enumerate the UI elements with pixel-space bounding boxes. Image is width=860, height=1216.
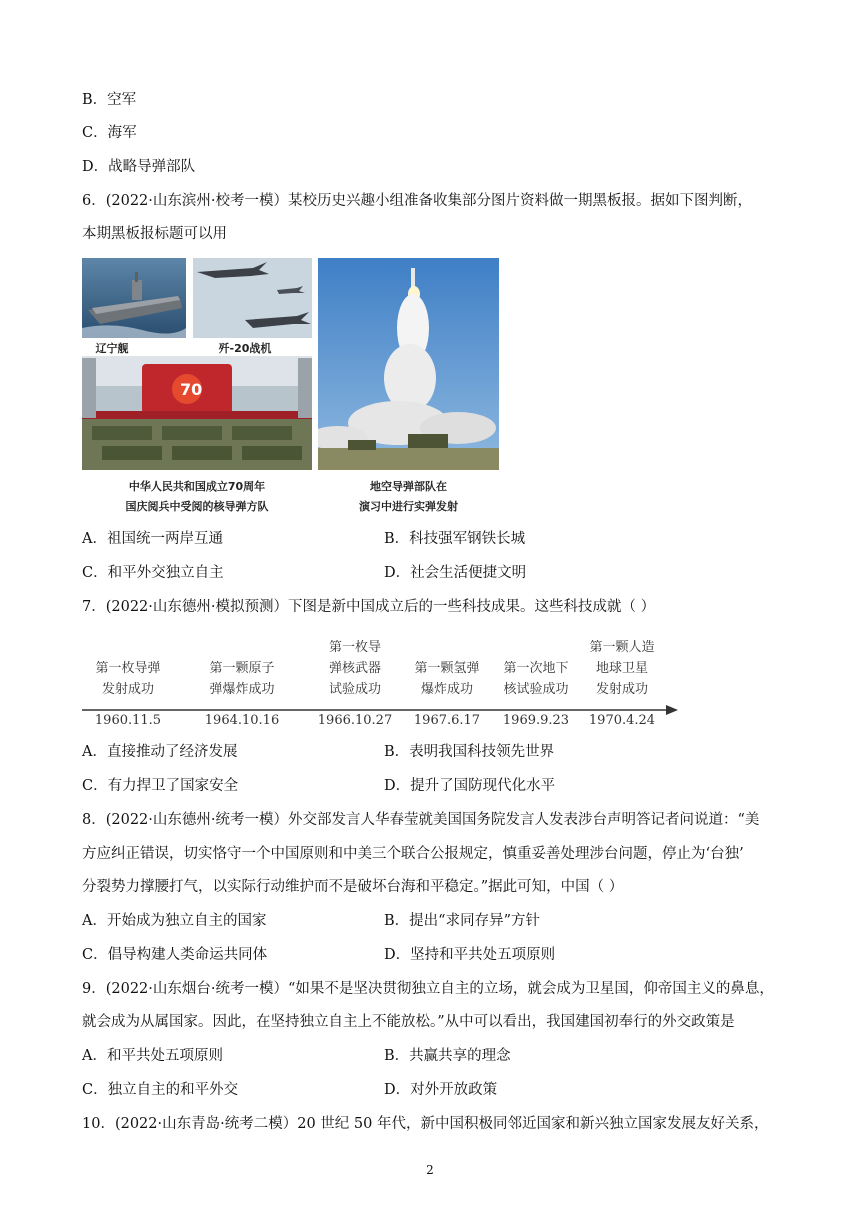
timeline-event-label-line: 第一颗人造 <box>589 640 655 655</box>
j20-fighter-photo <box>193 258 312 338</box>
banner-70-text: 70 <box>180 380 203 399</box>
page-number: 2 <box>426 1163 434 1177</box>
caption-parade-line2: 国庆阅兵中受阅的核导弹方队 <box>125 500 269 513</box>
q6-option-a: A．祖国统一两岸互通 <box>82 531 223 547</box>
q6-stem-line2: 本期黑板报标题可以用 <box>82 226 227 242</box>
timeline-event-label <box>397 658 497 700</box>
q5-option-c: C．海军 <box>82 125 137 141</box>
timeline-event-label <box>78 658 178 700</box>
timeline-event-label <box>572 637 672 700</box>
timeline-event-label-line: 弹爆炸成功 <box>209 682 275 697</box>
q8-stem-line1: 8．(2022·山东德州·统考一模）外交部发言人华春莹就美国国务院发言人发表涉台声明答记者问说道：“美 <box>82 812 760 828</box>
q9-option-a: A．和平共处五项原则 <box>82 1048 223 1064</box>
q7-option-a: A．直接推动了经济发展 <box>82 744 238 760</box>
timeline-event-label-line: 地球卫星 <box>595 661 648 676</box>
caption-j20: 歼-20战机 <box>218 342 272 355</box>
timeline-event-label-line: 第一颗原子 <box>209 661 275 676</box>
caption-liaoning: 辽宁舰 <box>95 342 129 355</box>
timeline-event-label-line: 第一枚导 <box>328 640 381 655</box>
timeline-event-date: 1960.11.5 <box>94 713 162 728</box>
caption-missile-line1: 地空导弹部队在 <box>370 480 447 493</box>
timeline-event-date: 1967.6.17 <box>413 713 481 728</box>
timeline-event-label-line: 第一颗氢弹 <box>414 661 480 676</box>
timeline-event-label-line: 第一枚导弹 <box>95 661 161 676</box>
q6-option-c: C．和平外交独立自主 <box>82 565 224 581</box>
timeline-event-date: 1970.4.24 <box>588 713 656 728</box>
q6-option-b: B．科技强军钢铁长城 <box>384 531 526 547</box>
liaoning-carrier-photo <box>82 258 186 338</box>
q9-option-d: D．对外开放政策 <box>384 1082 498 1098</box>
missile-launch-photo <box>318 258 499 470</box>
timeline-event-label <box>486 658 586 700</box>
timeline-event-label <box>305 637 405 700</box>
q8-stem-line2: 方应纠正错误，切实恪守一个中国原则和中美三个联合公报规定，慎重妥善处理涉台问题，停止为‘台独’ <box>82 846 744 862</box>
caption-parade-line1: 中华人民共和国成立70周年 <box>128 480 266 493</box>
q8-option-c: C．倡导构建人类命运共同体 <box>82 947 268 963</box>
timeline-event-label-line: 发射成功 <box>101 682 154 697</box>
timeline-event-label-line: 试验成功 <box>328 682 381 697</box>
q6-stem-line1: 6．(2022·山东滨州·校考一模）某校历史兴趣小组准备收集部分图片资料做一期黑板报。据如下图判断， <box>82 193 752 209</box>
timeline-event-label <box>192 658 292 700</box>
q6-option-d: D．社会生活便捷文明 <box>384 565 527 581</box>
timeline-event-label-line: 第一次地下 <box>503 661 569 676</box>
timeline-event-date: 1964.10.16 <box>204 713 280 728</box>
q8-option-d: D．坚持和平共处五项原则 <box>384 947 556 963</box>
q9-stem-line2: 就会成为从属国家。因此，在坚持独立自主上不能放松。”从中可以看出，我国建国初奉行的外交政策是 <box>82 1014 735 1030</box>
q5-option-b: B．空军 <box>82 92 137 108</box>
q8-option-b: B．提出“求同存异”方针 <box>384 913 540 929</box>
q8-stem-line3: 分裂势力撑腰打气，以实际行动维护而不是破坏台海和平稳定。”据此可知，中国（ ） <box>82 879 624 895</box>
q9-option-c: C．独立自主的和平外交 <box>82 1082 239 1098</box>
q9-stem-line1: 9．(2022·山东烟台·统考一模）“如果不是坚决贯彻独立自主的立场，就会成为卫星国，仰帝国主义的鼻息， <box>82 981 774 997</box>
q9-option-b: B．共赢共享的理念 <box>384 1048 511 1064</box>
caption-missile-line2: 演习中进行实弹发射 <box>359 500 458 513</box>
q7-option-b: B．表明我国科技领先世界 <box>384 744 555 760</box>
parade-photo <box>82 356 312 470</box>
q7-stem: 7．(2022·山东德州·模拟预测）下图是新中国成立后的一些科技成果。这些科技成就（ ） <box>82 599 656 615</box>
timeline-event-date: 1969.9.23 <box>502 713 570 728</box>
timeline-event-label-line: 弹核武器 <box>328 661 381 676</box>
q7-option-d: D．提升了国防现代化水平 <box>384 778 556 794</box>
timeline-event-label-line: 发射成功 <box>595 682 648 697</box>
q7-option-c: C．有力捍卫了国家安全 <box>82 778 239 794</box>
timeline-event-date: 1966.10.27 <box>317 713 393 728</box>
timeline-event-label-line: 核试验成功 <box>503 682 569 697</box>
timeline-event-label-line: 爆炸成功 <box>420 682 473 697</box>
q8-option-a: A．开始成为独立自主的国家 <box>82 913 267 929</box>
q5-option-d: D．战略导弹部队 <box>82 159 196 175</box>
q10-stem: 10．(2022·山东青岛·统考二模）20 世纪 50 年代，新中国积极同邻近国家和新兴独立国家发展友好关系， <box>82 1116 769 1132</box>
